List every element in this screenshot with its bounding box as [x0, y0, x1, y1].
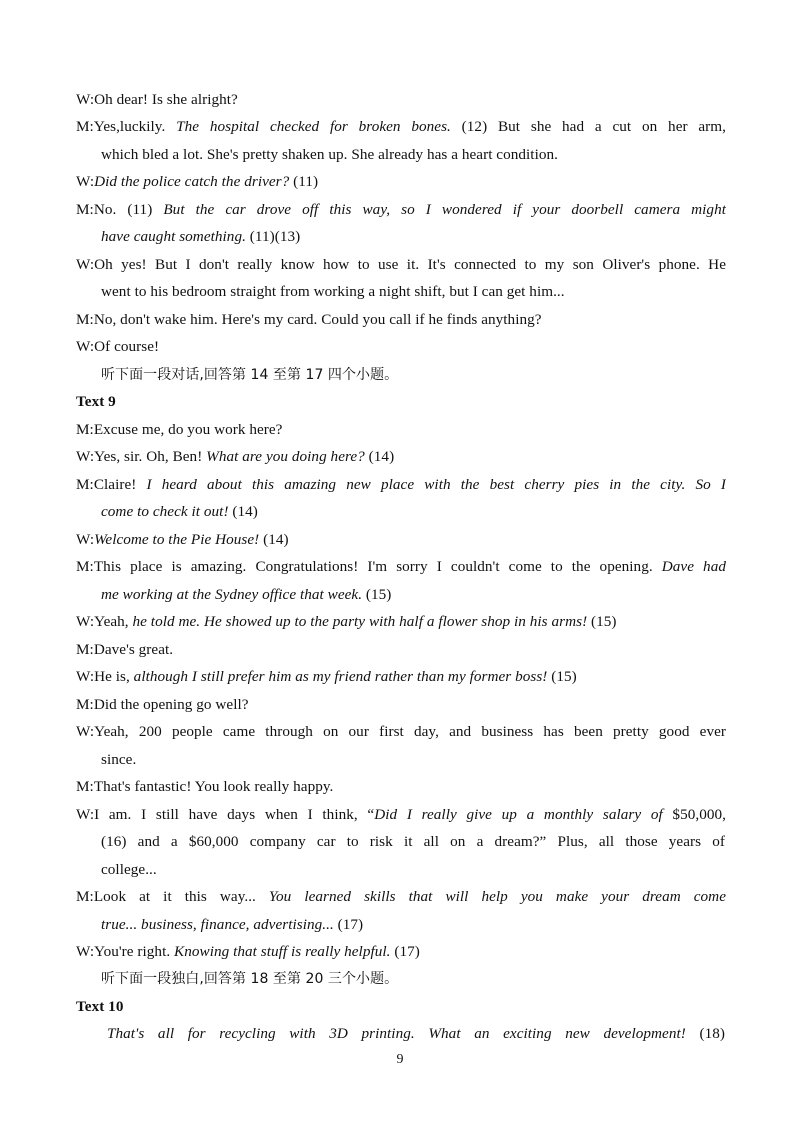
dialogue-line-continued: me working at the Sydney office that week. (15) — [101, 586, 392, 603]
dialogue-line: W:Of course! — [76, 338, 160, 355]
dialogue-line: M:Dave's great. — [76, 641, 174, 658]
dialogue-line: M:That's fantastic! You look really happy. — [76, 778, 334, 795]
dialogue-line: W:You're right. Knowing that stuff is really helpful. (17) — [76, 943, 420, 960]
dialogue-line: M:No. (11) But the car drove off this way, so I wondered if your doorbell camera might — [76, 201, 726, 218]
dialogue-line: W:He is, although I still prefer him as my friend rather than my former boss! (15) — [76, 668, 577, 685]
dialogue-line: M:No, don't wake him. Here's my card. Could you call if he finds anything? — [76, 311, 542, 328]
dialogue-line: M:Yes,luckily. The hospital checked for broken bones. (12) But she had a cut on her arm, — [76, 118, 726, 135]
dialogue-line-continued: come to check it out! (14) — [101, 503, 258, 520]
dialogue-line: W:Yeah, 200 people came through on our first day, and business has been pretty good ever — [76, 723, 726, 740]
dialogue-line: W:I am. I still have days when I think, “Did I really give up a monthly salary of $50,000, — [76, 806, 726, 823]
dialogue-line: M:This place is amazing. Congratulations! I'm sorry I couldn't come to the opening. Dave had — [76, 558, 726, 575]
dialogue-line: M:Look at it this way... You learned skills that will help you make your dream come — [76, 888, 726, 905]
dialogue-line-continued: true... business, finance, advertising... (17) — [101, 916, 364, 933]
dialogue-line: M:Excuse me, do you work here? — [76, 421, 283, 438]
dialogue-line-continued: have caught something. (11)(13) — [101, 228, 301, 245]
dialogue-line: W:Yes, sir. Oh, Ben! What are you doing here? (14) — [76, 448, 395, 465]
dialogue-line: M:Claire! I heard about this amazing new place with the best cherry pies in the city. So I — [76, 476, 726, 493]
monologue-line: That's all for recycling with 3D printing. What an exciting new development! (18) — [107, 1025, 725, 1042]
section-instruction: 听下面一段独白,回答第 18 至第 20 三个小题。 — [101, 971, 399, 987]
dialogue-line-continued: since. — [101, 751, 137, 768]
section-heading: Text 9 — [76, 393, 116, 410]
dialogue-line-continued: (16) and a $60,000 company car to risk it all on a dream?” Plus, all those years of — [101, 833, 725, 850]
dialogue-line: W:Yeah, he told me. He showed up to the party with half a flower shop in his arms! (15) — [76, 613, 617, 630]
section-instruction: 听下面一段对话,回答第 14 至第 17 四个小题。 — [101, 367, 399, 383]
dialogue-line: W:Oh dear! Is she alright? — [76, 91, 238, 108]
page-number: 9 — [396, 1052, 404, 1067]
dialogue-line-continued: college... — [101, 861, 157, 878]
dialogue-line-continued: which bled a lot. She's pretty shaken up. She already has a heart condition. — [101, 146, 558, 163]
dialogue-line-continued: went to his bedroom straight from working a night shift, but I can get him... — [101, 283, 565, 300]
dialogue-line: M:Did the opening go well? — [76, 696, 249, 713]
dialogue-line: W:Did the police catch the driver? (11) — [76, 173, 319, 190]
dialogue-line: W:Oh yes! But I don't really know how to use it. It's connected to my son Oliver's phone. He — [76, 256, 726, 273]
dialogue-line: W:Welcome to the Pie House! (14) — [76, 531, 289, 548]
section-heading: Text 10 — [76, 998, 124, 1015]
